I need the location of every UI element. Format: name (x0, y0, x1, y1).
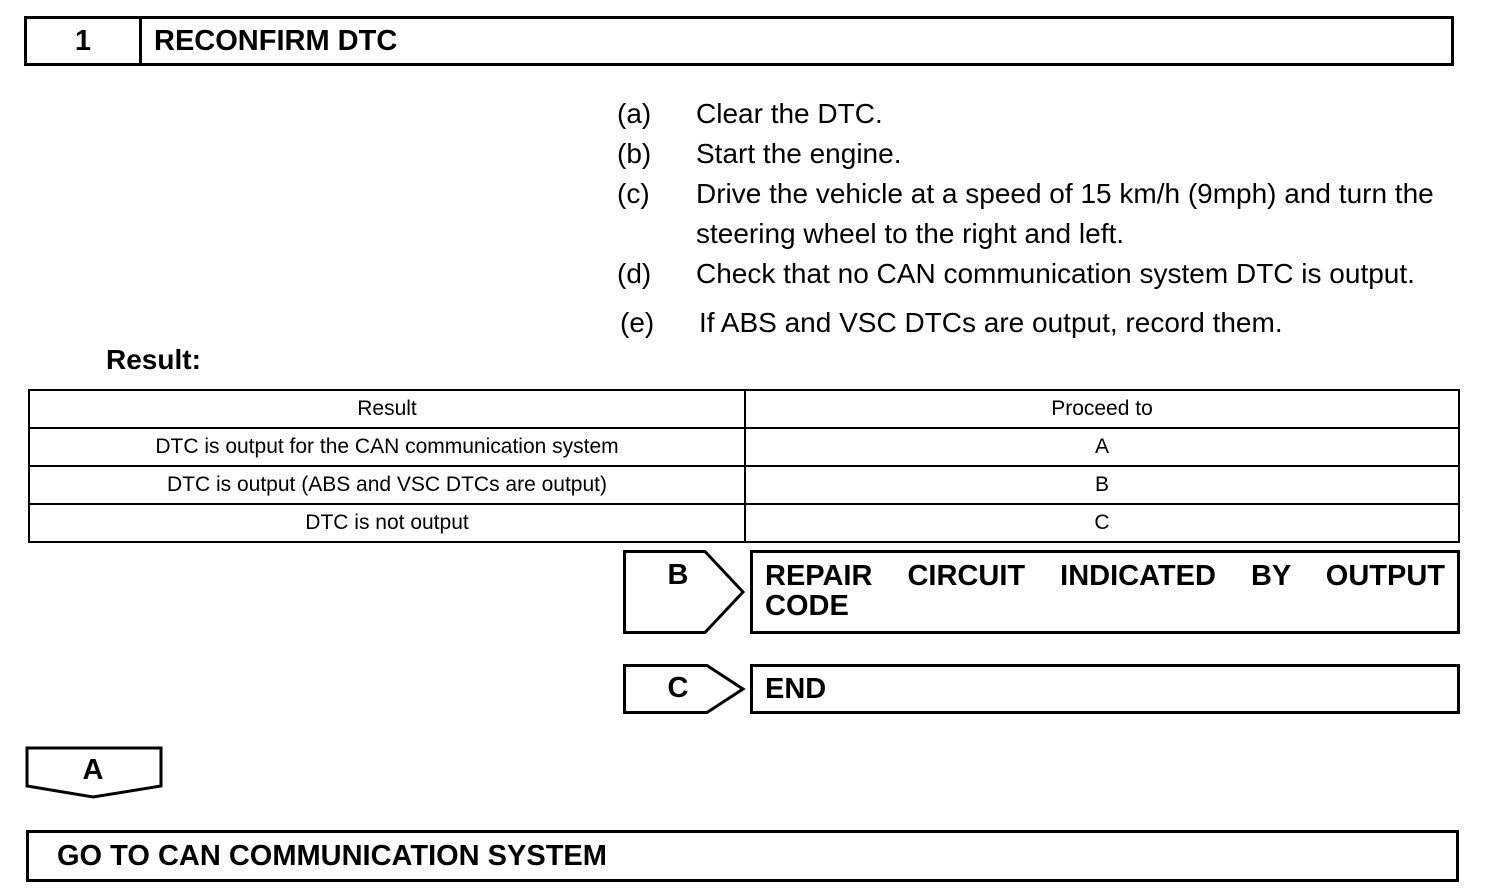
instruction-text: If ABS and VSC DTCs are output, record them. (699, 307, 1283, 338)
instruction-letter: (d) (617, 258, 652, 289)
table-row (29, 466, 1459, 504)
instruction-item (617, 254, 1477, 294)
instruction-letter: (e) (620, 307, 655, 338)
proceed-cell: C (745, 504, 1459, 542)
proceed-cell: A (745, 428, 1459, 466)
action-end: END (750, 664, 1460, 714)
action-go-to-can: GO TO CAN COMMUNICATION SYSTEM (26, 830, 1459, 882)
branch-b-marker (623, 550, 747, 634)
instruction-item (617, 303, 1477, 343)
result-label: Result: (106, 344, 201, 375)
step-header (24, 16, 1454, 66)
proceed-cell: B (745, 466, 1459, 504)
instruction-text: Clear the DTC. (696, 98, 883, 129)
action-line-1: REPAIR CIRCUIT INDICATED BY OUTPUT (765, 560, 1445, 592)
table-row (29, 504, 1459, 542)
branch-letter: B (667, 559, 689, 591)
action-repair-circuit (750, 550, 1460, 634)
result-cell: DTC is output for the CAN communication system (29, 428, 745, 466)
table-row (29, 428, 1459, 466)
branch-letter: C (667, 672, 689, 704)
branch-a-marker (25, 746, 165, 800)
instruction-text: Check that no CAN communication system DTC is output. (696, 258, 1415, 289)
instruction-list (617, 94, 1477, 343)
branch-c-marker (623, 664, 747, 714)
step-number: 1 (27, 19, 142, 63)
instruction-letter: (c) (617, 178, 650, 209)
instruction-text: Start the engine. (696, 138, 902, 169)
step-title: RECONFIRM DTC (154, 24, 398, 57)
instruction-letter: (b) (617, 138, 652, 169)
instruction-item (617, 174, 1477, 254)
table-header-row (29, 390, 1459, 428)
branch-letter: A (82, 754, 104, 786)
result-cell: DTC is not output (29, 504, 745, 542)
header-proceed-to: Proceed to (745, 390, 1459, 428)
instruction-letter: (a) (617, 98, 652, 129)
instruction-item (617, 134, 1477, 174)
action-line-2: CODE (765, 590, 849, 622)
header-result: Result (29, 390, 745, 428)
result-table (28, 389, 1460, 543)
instruction-text: Drive the vehicle at a speed of 15 km/h (9mph) and turn the steering wheel to the right and left. (696, 178, 1434, 249)
result-cell: DTC is output (ABS and VSC DTCs are output) (29, 466, 745, 504)
instruction-item (617, 94, 1477, 134)
